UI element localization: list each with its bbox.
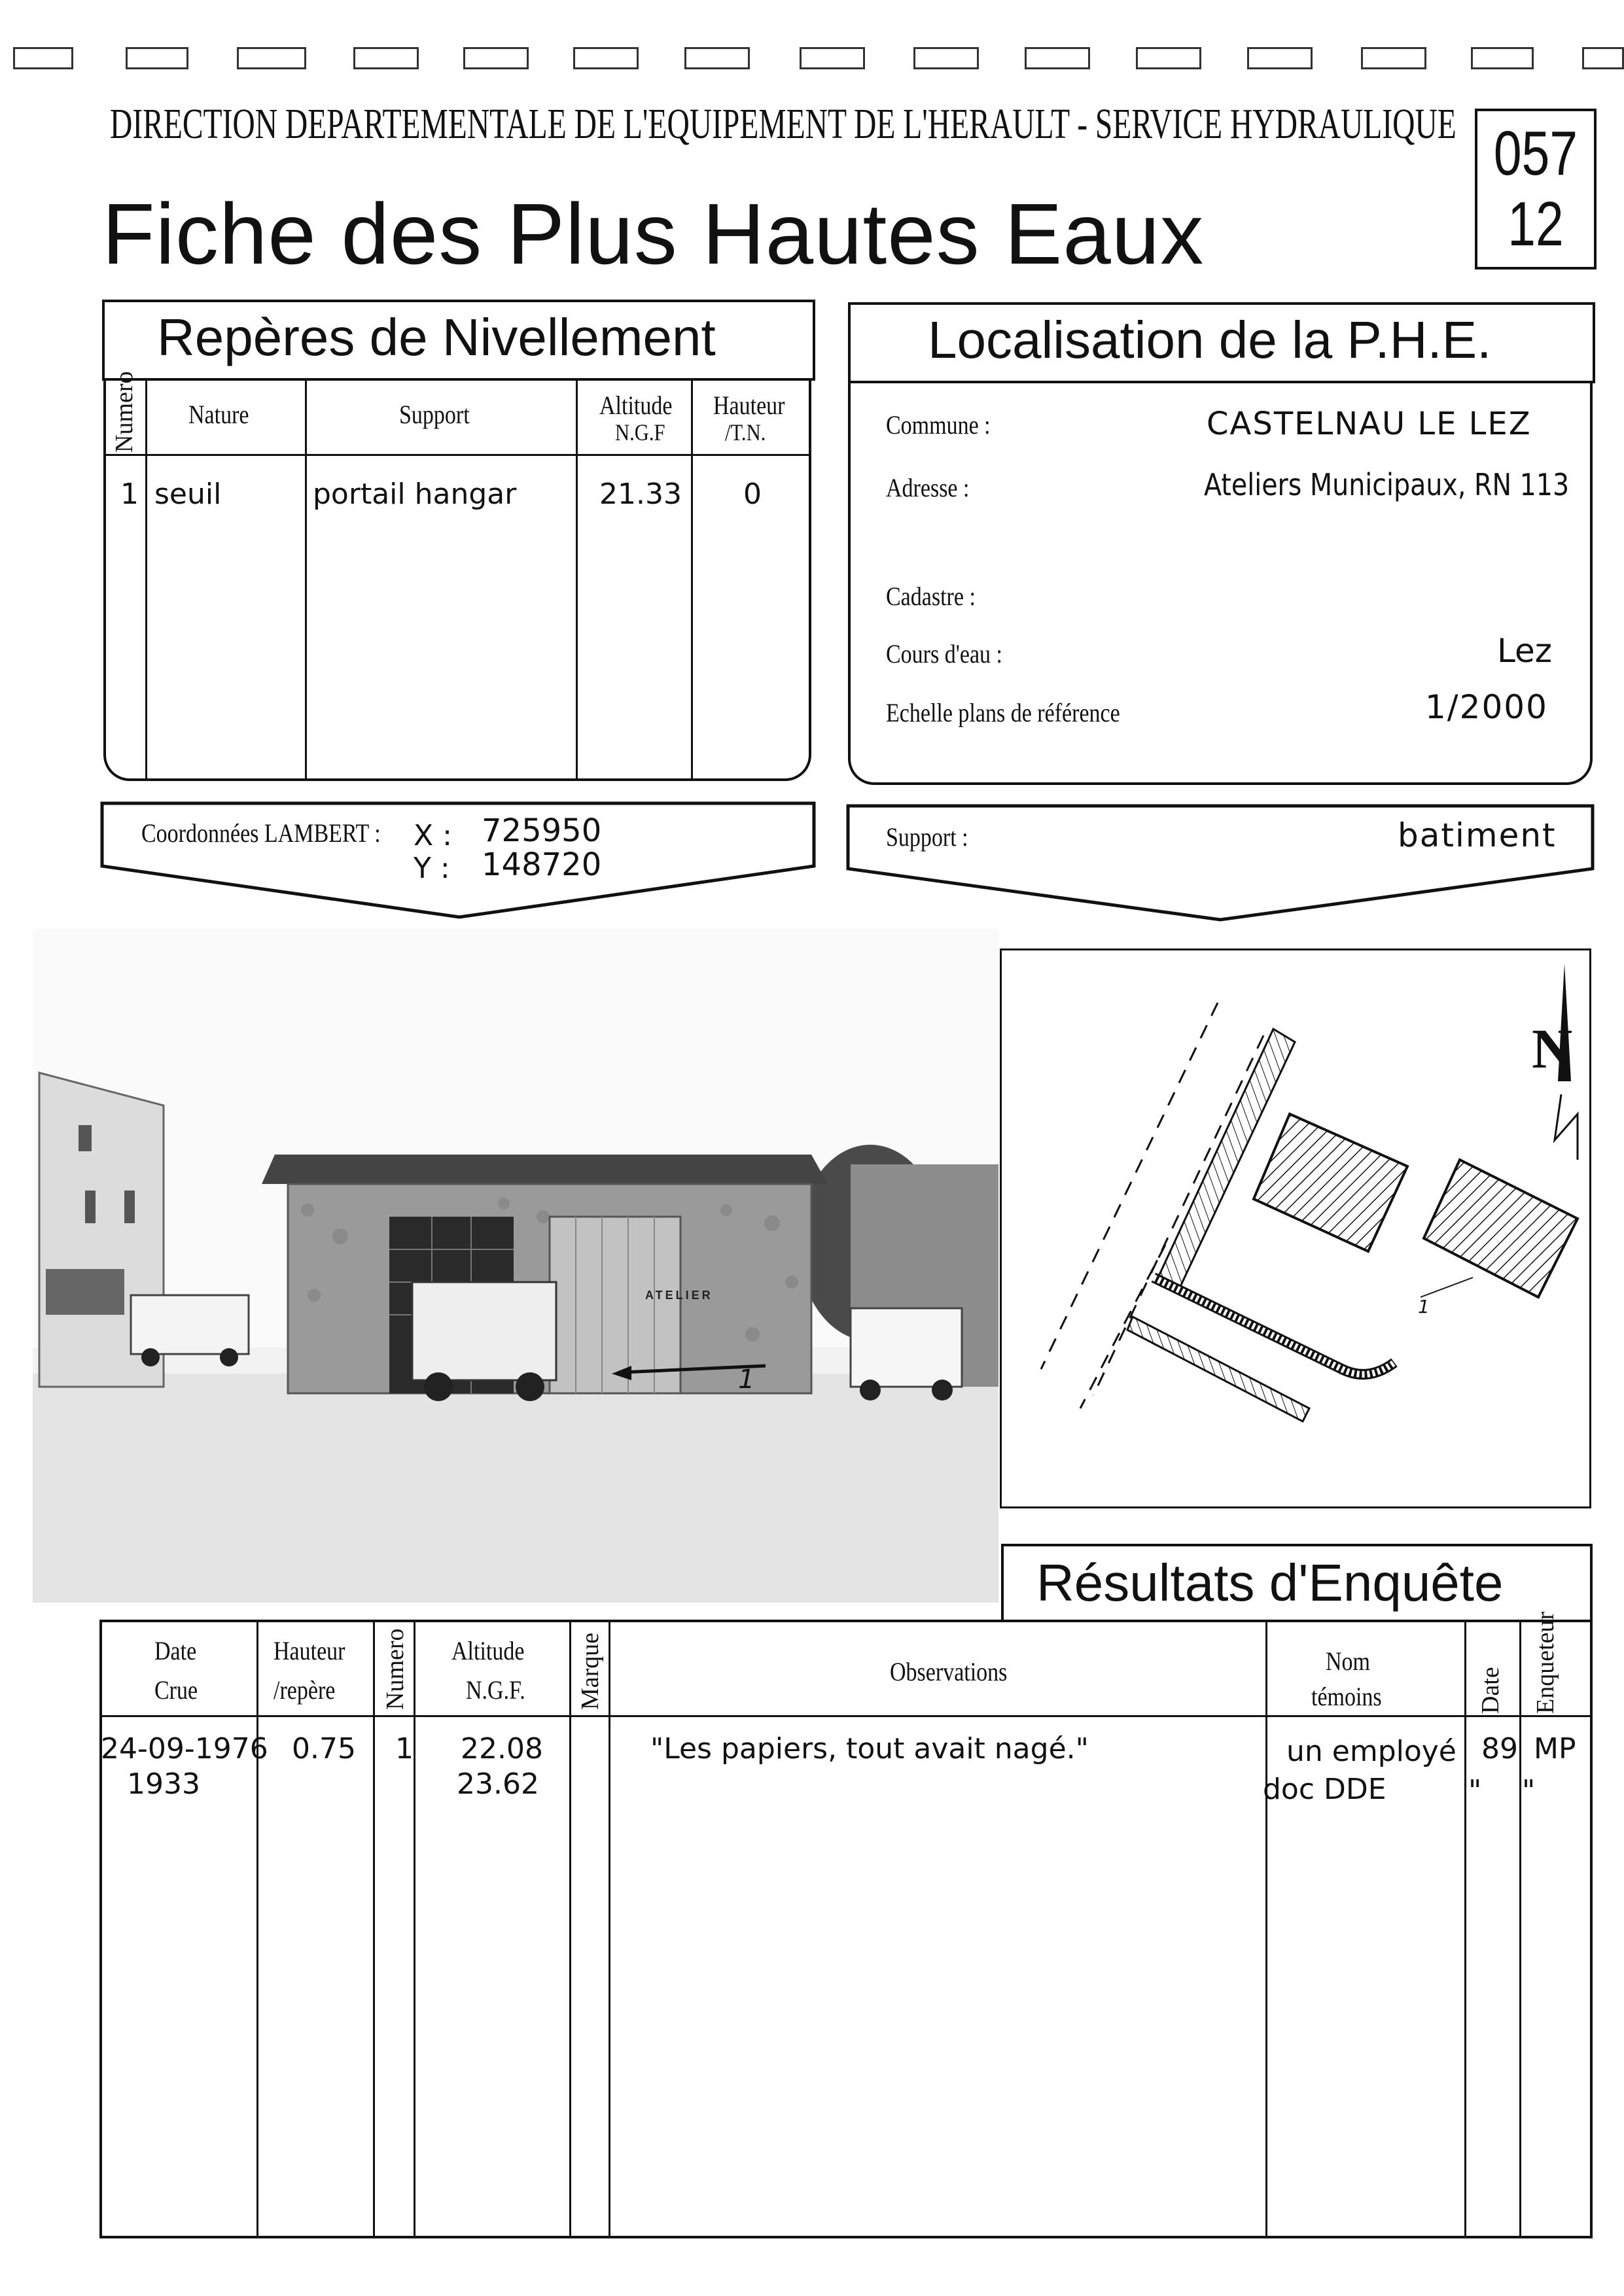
plan-marker: 1: [1418, 1296, 1430, 1317]
lambert-y-value: 148720: [482, 846, 602, 883]
res-col-hauteur-sub: /repère: [274, 1675, 336, 1705]
code-box: [1475, 109, 1597, 270]
adresse-value: Ateliers Municipaux, RN 113: [1204, 467, 1570, 502]
situation-plan: [1000, 948, 1591, 1508]
res-row1-nom: un employé: [1286, 1735, 1456, 1768]
res-col-hauteur: Hauteur: [274, 1636, 345, 1665]
res-row1-observations: "Les papiers, tout avait nagé.": [650, 1732, 1089, 1765]
col-numero: Numero: [111, 371, 138, 453]
res-row1-hauteur: 0.75: [292, 1732, 356, 1765]
col-altitude: Altitude: [599, 391, 673, 420]
lambert-x-label: X :: [414, 819, 452, 852]
res-col-date-crue-sub: Crue: [154, 1675, 198, 1705]
res-row2-date-crue: 1933: [127, 1767, 200, 1801]
support-value: batiment: [1398, 816, 1557, 854]
support-label: Support :: [886, 822, 968, 852]
reperes-title: Repères de Nivellement: [157, 308, 716, 366]
res-row1-altitude: 22.08: [461, 1732, 543, 1765]
photo-sign: ATELIER: [645, 1289, 713, 1302]
res-row2-enqueteur: ": [1522, 1774, 1536, 1807]
res-col-altitude-sub: N.G.F.: [466, 1675, 525, 1705]
north-label: N: [1532, 1017, 1573, 1080]
resultats-table: [99, 1620, 1593, 2238]
echelle-label: Echelle plans de référence: [886, 698, 1120, 727]
col-altitude-sub: N.G.F: [615, 419, 665, 445]
col-nature: Nature: [188, 400, 249, 429]
lambert-x-value: 725950: [482, 812, 602, 849]
reperes-table: [103, 371, 811, 781]
res-row2-date: ": [1468, 1774, 1482, 1807]
photo-marker: 1: [738, 1365, 755, 1395]
echelle-value: 1/2000: [1425, 688, 1548, 726]
reperes-row-support: portail hangar: [313, 478, 517, 511]
photo-illustration: [33, 929, 998, 1603]
code-top: 057: [1493, 118, 1578, 188]
res-row1-date-crue: 24-09-1976: [101, 1732, 268, 1765]
agency-line: DIRECTION DEPARTEMENTALE DE L'EQUIPEMENT DE L'HERAULT - SERVICE HYDRAULIQUE: [110, 100, 1456, 148]
lambert-y-label: Y :: [414, 852, 450, 885]
code-bottom: 12: [1508, 189, 1564, 259]
res-col-altitude: Altitude: [451, 1636, 525, 1665]
commune-label: Commune :: [886, 410, 991, 440]
localisation-title: Localisation de la P.H.E.: [928, 311, 1492, 369]
reperes-row-nature: seuil: [154, 478, 222, 511]
cours-label: Cours d'eau :: [886, 639, 1002, 669]
res-col-enqueteur: Enqueteur: [1532, 1611, 1559, 1714]
res-col-nom-sub: témoins: [1311, 1682, 1382, 1711]
res-row2-altitude: 23.62: [457, 1767, 539, 1801]
lambert-label: Coordonnées LAMBERT :: [141, 818, 381, 848]
res-row1-numero: 1: [395, 1732, 414, 1765]
reperes-row-altitude: 21.33: [599, 478, 682, 511]
plan-drawing: [1002, 950, 1589, 1506]
res-row1-enqueteur: MP: [1534, 1732, 1576, 1765]
res-row2-nom: doc DDE: [1263, 1773, 1386, 1806]
res-col-marque: Marque: [576, 1632, 604, 1710]
res-col-date-crue: Date: [154, 1636, 197, 1665]
col-support: Support: [399, 400, 470, 429]
resultats-title: Résultats d'Enquête: [1036, 1554, 1504, 1612]
res-col-observations: Observations: [890, 1657, 1008, 1686]
res-col-date: Date: [1477, 1667, 1504, 1714]
res-col-numero: Numero: [381, 1628, 409, 1710]
col-hauteur-sub: /T.N.: [725, 419, 766, 445]
res-row1-date: 89: [1481, 1732, 1518, 1765]
cours-value: Lez: [1497, 632, 1552, 670]
reperes-row-hauteur: 0: [743, 478, 762, 511]
cadastre-label: Cadastre :: [886, 582, 976, 611]
reperes-row-numero: 1: [120, 478, 139, 511]
commune-value: CASTELNAU LE LEZ: [1207, 406, 1532, 442]
col-hauteur: Hauteur: [713, 391, 785, 420]
site-photo: [33, 929, 998, 1603]
adresse-label: Adresse :: [886, 473, 970, 502]
page-title: Fiche des Plus Hautes Eaux: [102, 186, 1205, 282]
res-col-nom: Nom: [1326, 1646, 1370, 1676]
